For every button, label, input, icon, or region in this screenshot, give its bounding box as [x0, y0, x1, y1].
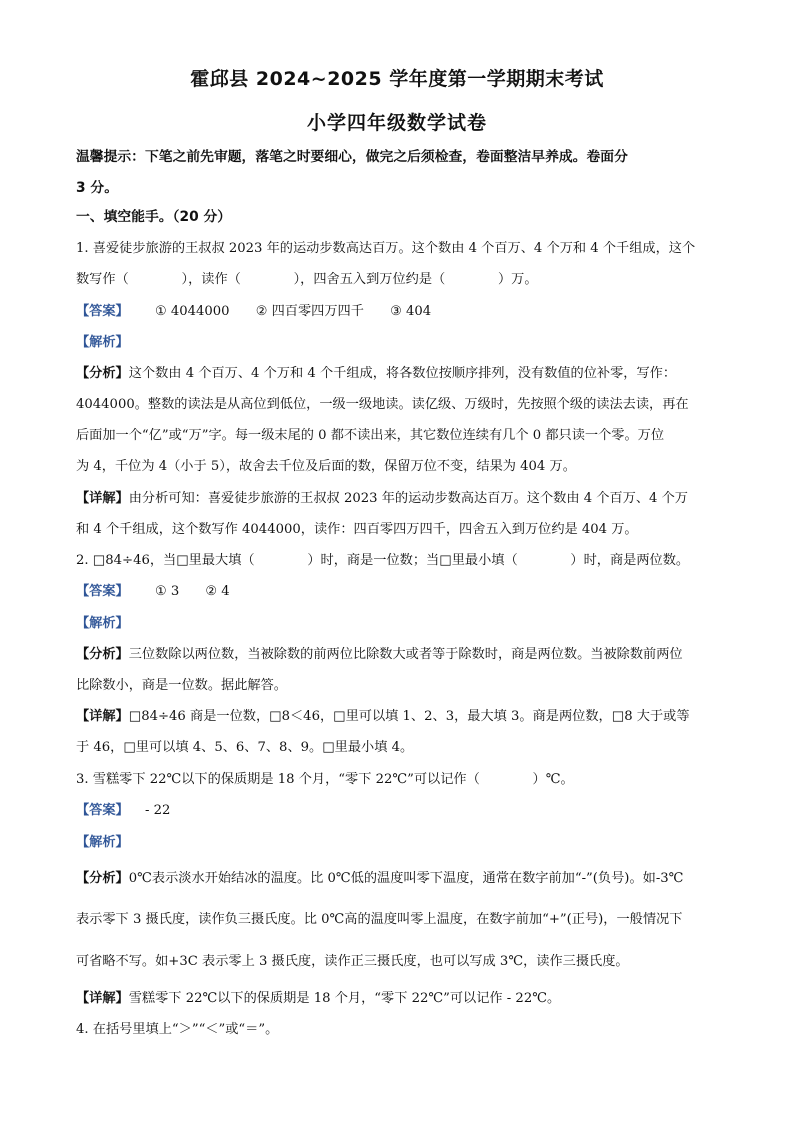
analysis-text: 0℃表示淡水开始结冰的温度。比 0℃低的温度叫零下温度，通常在数字前加“-”(负号)。如-3℃ [128, 871, 684, 886]
answer-label: 【答案】 [76, 584, 129, 599]
detail-text: □84÷46 商是一位数，□8＜46，□里可以填 1、2、3，最大填 3。商是两位数，□8 大于或等 [128, 709, 690, 724]
analysis-text: 三位数除以两位数，当被除数的前两位比除数大或者等于除数时，商是两位数。当被除数前两位 [128, 647, 683, 662]
answer-num: ② [255, 304, 268, 319]
notice-line-1: 温馨提示：下笔之前先审题，落笔之时要细心，做完之后须检查，卷面整洁早养成。卷面分 [76, 149, 628, 165]
q3-detail-line [76, 990, 726, 1008]
answer-value: 四百零四万四千 [271, 304, 364, 319]
detail-text: 雪糕零下 22℃以下的保质期是 18 个月，“零下 22℃”可以记作 - 22℃。 [128, 991, 561, 1006]
q2-detail-line [76, 708, 726, 726]
answer-value: 404 [405, 304, 432, 319]
answer-value: 3 [170, 584, 180, 599]
q1-analysis-line [76, 365, 726, 383]
detail-label: 【详解】 [76, 991, 129, 1006]
analysis-header-label: 【解析】 [76, 835, 129, 850]
detail-text: 由分析可知：喜爱徒步旅游的王叔叔 2023 年的运动步数高达百万。这个数由 4 个百万、4 个万 [128, 491, 688, 506]
answer-label: 【答案】 [76, 304, 129, 319]
q1-text-line-1: 1. 喜爱徒步旅游的王叔叔 2023 年的运动步数高达百万。这个数由 4 个百万、4 个万和 4 个千组成，这个 [76, 241, 696, 256]
analysis-text: 这个数由 4 个百万、4 个万和 4 个千组成，将各数位按顺序排列，没有数值的位补零，写作： [128, 366, 677, 381]
analysis-label: 【分析】 [76, 871, 129, 886]
detail-label: 【详解】 [76, 491, 129, 506]
q1-detail-line [76, 490, 726, 508]
q1-analysis-line: 为 4，千位为 4（小于 5），故舍去千位及后面的数，保留万位不变，结果为 404 万。 [76, 459, 576, 474]
q3-analysis-line [76, 870, 726, 888]
q2-analysis-line: 比除数小，商是一位数。据此解答。 [76, 678, 287, 693]
q1-analysis-header [76, 334, 726, 352]
q3-analysis-line: 可省略不写。如+3C 表示零上 3 摄氏度，读作正三摄氏度，也可以写成 3℃，读作三摄氏度。 [76, 954, 629, 969]
detail-label: 【详解】 [76, 709, 129, 724]
q1-answer-row [76, 303, 726, 321]
q3-answer-row [76, 802, 726, 820]
q2-detail-line: 于 46，□里可以填 4、5、6、7、8、9。□里最小填 4。 [76, 740, 414, 755]
q3-analysis-line: 表示零下 3 摄氏度，读作负三摄氏度。比 0℃高的温度叫零上温度，在数字前加“+”(正号)，一般情况下 [76, 912, 683, 927]
analysis-header-label: 【解析】 [76, 616, 129, 631]
answer-num: ① [154, 304, 167, 319]
answer-value: 4044000 [170, 304, 230, 319]
q2-answer-row [76, 583, 726, 601]
q4-text: 4. 在括号里填上“＞”“＜”或“＝”。 [76, 1022, 279, 1037]
q3-text: 3. 雪糕零下 22℃以下的保质期是 18 个月，“零下 22℃”可以记作（ ）℃。 [76, 772, 574, 787]
q1-detail-line: 和 4 个千组成，这个数写作 4044000，读作：四百零四万四千，四舍五入到万位约是 404 万。 [76, 522, 638, 537]
answer-value: - 22 [144, 803, 171, 818]
answer-num: ① [154, 584, 167, 599]
exam-title: 霍邱县 2024~2025 学年度第一学期期末考试 [190, 68, 604, 90]
analysis-label: 【分析】 [76, 366, 129, 381]
q1-analysis-line: 4044000。整数的读法是从高位到低位，一级一级地读。读亿级、万级时，先按照个级的读法去读，再在 [76, 397, 689, 412]
q3-analysis-header [76, 834, 726, 852]
q1-analysis-line: 后面加一个“亿”或“万”字。每一级末尾的 0 都不读出来，其它数位连续有几个 0 都只读一个零。万位 [76, 428, 665, 443]
exam-subtitle: 小学四年级数学试卷 [306, 112, 487, 134]
analysis-label: 【分析】 [76, 647, 129, 662]
answer-value: 4 [221, 584, 230, 599]
answer-num: ② [205, 584, 218, 599]
q2-analysis-line [76, 646, 726, 664]
answer-label: 【答案】 [76, 803, 129, 818]
q2-analysis-header [76, 615, 726, 633]
q1-text-line-2: 数写作（ ），读作（ ），四舍五入到万位约是（ ）万。 [76, 272, 538, 287]
analysis-header-label: 【解析】 [76, 335, 129, 350]
q2-text: 2. □84÷46，当□里最大填（ ）时，商是一位数；当□里最小填（ ）时，商是两位数。 [76, 553, 690, 568]
answer-num: ③ [390, 304, 402, 319]
section-heading: 一、填空能手。（20 分） [76, 209, 232, 225]
notice-line-2: 3 分。 [76, 180, 118, 196]
